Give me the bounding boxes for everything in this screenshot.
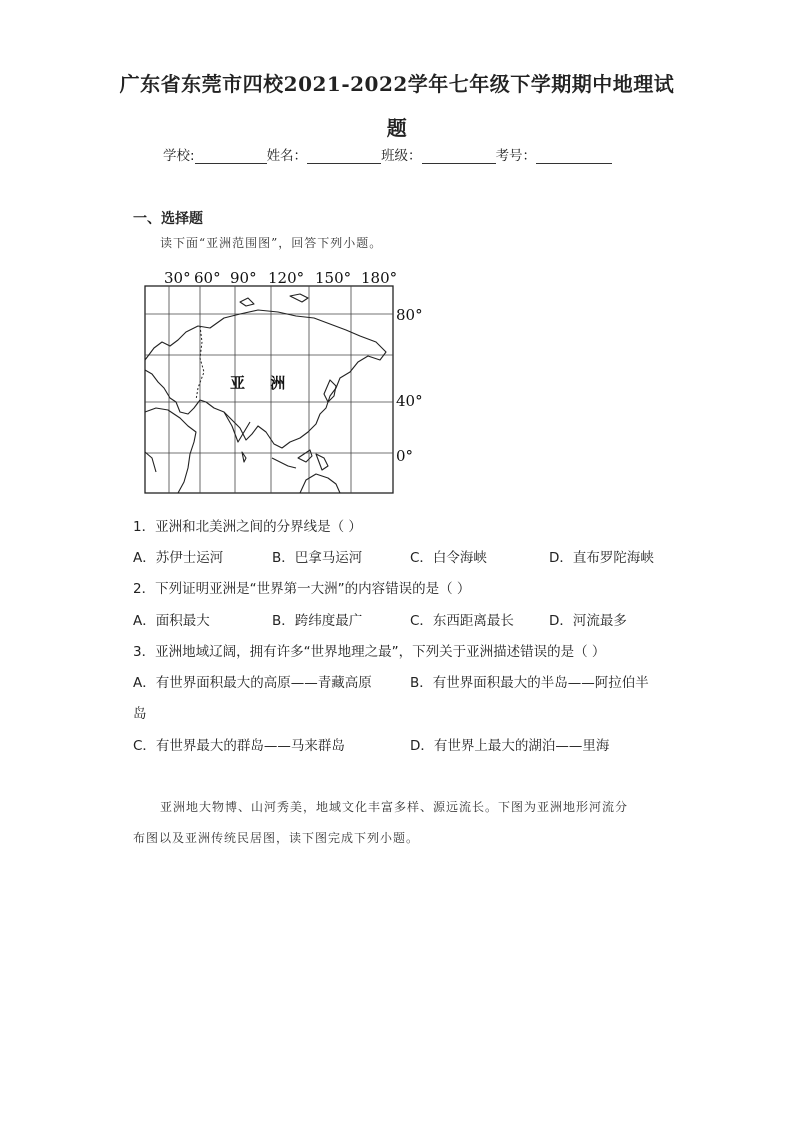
name-label: 姓名：	[266, 148, 308, 164]
map-lon-label-90: 90°	[230, 269, 257, 287]
question-1-option-b[interactable]: B．巴拿马运河	[272, 550, 363, 566]
asia-range-map	[140, 262, 430, 497]
class-blank[interactable]	[422, 149, 496, 164]
question-intro: 读下面“亚洲范围图”，回答下列小题。	[160, 236, 383, 250]
map-lon-label-150: 150°	[315, 269, 352, 287]
class-label: 班级：	[381, 148, 422, 164]
question-2-option-d[interactable]: D．河流最多	[549, 613, 627, 629]
map-lat-label-0: 0°	[396, 447, 414, 465]
map-landmass	[145, 294, 386, 493]
map-region-label: 亚 洲	[230, 374, 296, 392]
question-3-option-a[interactable]: A．有世界面积最大的高原——青藏高原	[133, 675, 372, 691]
exam-title: 广东省东莞市四校2021-2022学年七年级下学期期中地理试	[119, 72, 675, 96]
question-1-stem: 1．亚洲和北美洲之间的分界线是（ ）	[133, 519, 362, 535]
question-2-stem: 2．下列证明亚洲是“世界第一大洲”的内容错误的是（ ）	[133, 581, 471, 597]
question-2-option-c[interactable]: C．东西距离最长	[410, 613, 514, 629]
map-lon-label-30: 30°	[164, 269, 191, 287]
question-3-option-c[interactable]: C．有世界最大的群岛——马来群岛	[133, 738, 345, 754]
student-info-row	[163, 144, 612, 164]
question-1-option-d[interactable]: D．直布罗陀海峡	[549, 550, 654, 566]
question-3-stem: 3．亚洲地域辽阔，拥有许多“世界地理之最”，下列关于亚洲描述错误的是（ ）	[133, 644, 606, 660]
passage-intro-line2: 布图以及亚洲传统民居图，读下图完成下列小题。	[133, 831, 420, 845]
name-blank[interactable]	[307, 149, 381, 164]
section-heading: 一、选择题	[133, 211, 203, 227]
number-label: 考号：	[495, 148, 537, 164]
question-3-option-b-continued: 岛	[133, 706, 147, 722]
map-lat-label-80: 80°	[396, 306, 423, 324]
map-lat-label-40: 40°	[396, 392, 423, 410]
school-label: 学校:	[163, 148, 195, 164]
question-2-option-a[interactable]: A．面积最大	[133, 613, 210, 629]
question-3-option-b[interactable]: B．有世界面积最大的半岛——阿拉伯半	[410, 675, 649, 691]
map-lon-label-180: 180°	[361, 269, 398, 287]
map-lon-label-60: 60°	[194, 269, 221, 287]
passage-intro-line1: 亚洲地大物博、山河秀美，地域文化丰富多样、源远流长。下图为亚洲地形河流分	[160, 800, 629, 814]
map-lon-label-120: 120°	[268, 269, 305, 287]
question-1-option-c[interactable]: C．白令海峡	[410, 550, 487, 566]
number-blank[interactable]	[536, 149, 612, 164]
question-3-option-d[interactable]: D．有世界上最大的湖泊——里海	[410, 738, 610, 754]
exam-title-continued: 题	[386, 116, 408, 140]
question-1-option-a[interactable]: A．苏伊士运河	[133, 550, 224, 566]
school-blank[interactable]	[195, 149, 267, 164]
question-2-option-b[interactable]: B．跨纬度最广	[272, 613, 363, 629]
